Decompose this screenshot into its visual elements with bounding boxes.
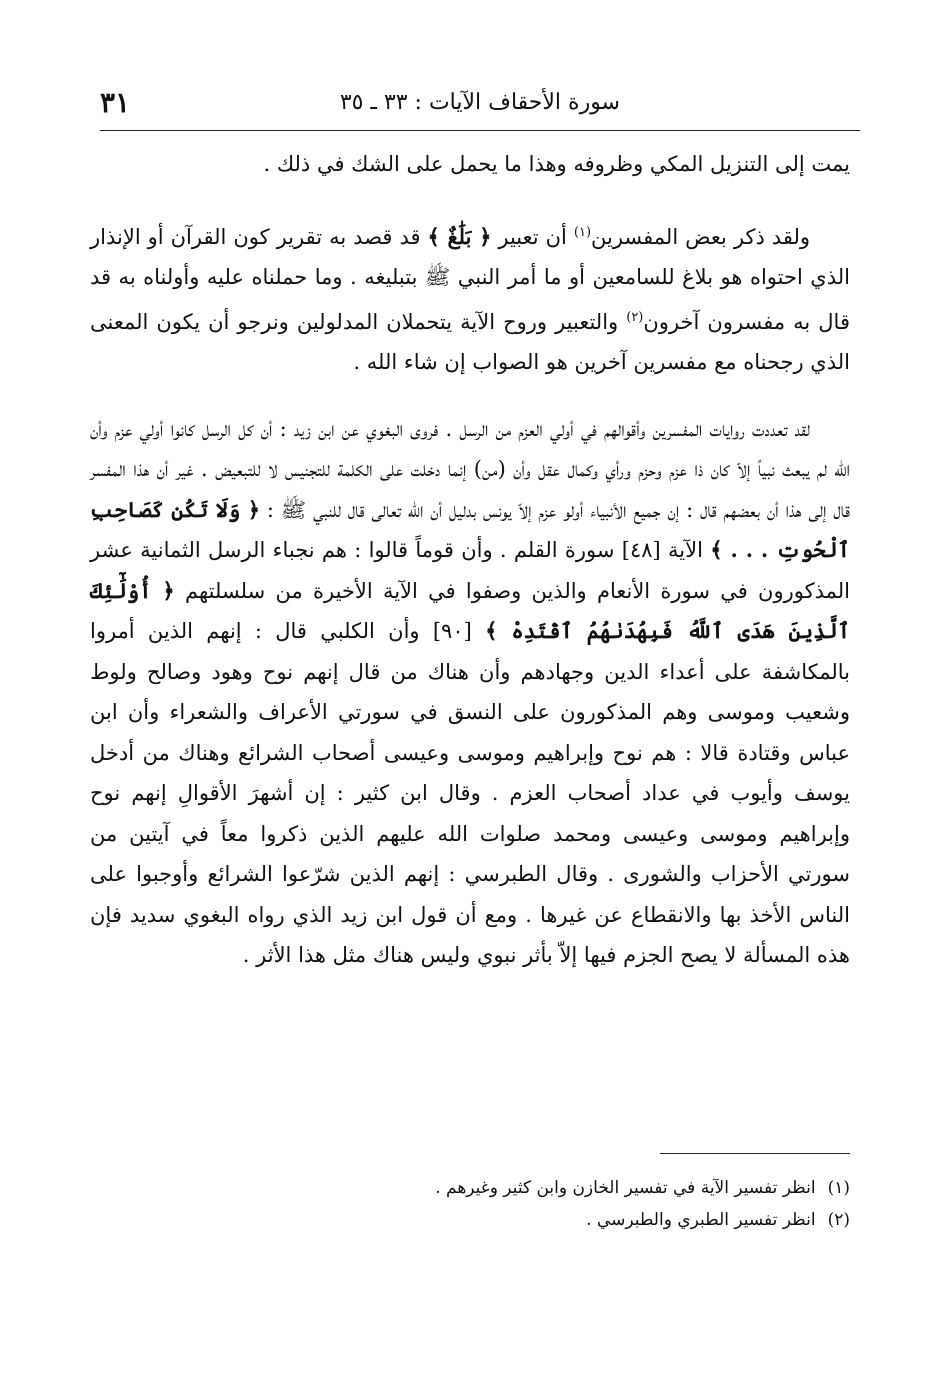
header-title: سورة الأحقاف الآيات : ٣٣ ـ ٣٥: [339, 90, 620, 115]
paragraph-gap: [90, 185, 850, 213]
quran-quote-al-qalam: ﴿ وَلَا تَكُن كَصَاحِبِ ٱلْحُوتِ . . . ﴾: [90, 496, 850, 562]
p3-text-a: لقد تعددت روايات المفسرين وأقوالهم في أولي العزم من الرسل . فروى البغوي عن ابن زيد : أن كل الرسل كانوا أولي عزم وأن الله لم يبعث نبياً إلاّ كان ذا عزم وحزم ورأي وكمال عقل وأن (من) إنما دخلت على الكلمة للتجنيس لا للتبعيض . غير أن هذا المفسر قال إلى هذا أن بعضهم قال : إن جميع الأنبياء أولو عزم إلاّ يونس بدليل أن الله تعالى قال للنبي ﷺ :: [90, 416, 850, 522]
footnote-number: (٢): [827, 1210, 850, 1230]
p2-text-d: والتعبير وروح الآية يتحملان المدلولين ونرجو أن يكون المعنى الذي رجحناه مع مفسرين آخرين هو الصواب إن شاء الله .: [90, 309, 850, 374]
footnote-ref-1: (١): [573, 224, 592, 240]
p2-text-b: أن تعبير: [491, 224, 574, 249]
footnote-1: [90, 1172, 850, 1204]
paragraph-gap: [90, 383, 850, 409]
p2-text-c: قد قصد به تقرير كون القرآن أو الإنذار الذي احتواه هو بلاغ للسامعين أو ما أمر النبي ﷺ بتبليغه . وما حملناه عليه وأولناه به قد قال به مفسرون آخرون: [90, 224, 850, 334]
quran-quote-balagh: ﴿ بَلَٰغٌ ﴾: [427, 223, 492, 249]
paragraph-1: يمت إلى التنزيل المكي وظروفه وهذا ما يحمل على الشك في ذلك .: [263, 152, 850, 176]
footnote-number: (١): [827, 1178, 850, 1198]
footnote-2: [90, 1204, 850, 1236]
footnote-separator: [660, 1153, 850, 1154]
paragraph-2: [90, 213, 850, 383]
page-number: ٣١: [100, 86, 131, 119]
footnote-ref-2: (٢): [626, 309, 644, 325]
footnote-text: انظر تفسير الطبري والطبرسي .: [586, 1210, 816, 1230]
quran-quote-al-anam: ﴿ أُوْلَٰٓئِكَ ٱلَّذِينَ هَدَى ٱللَّهُ فَبِهُدَىٰهُمُ ٱقْتَدِهْ ﴾: [90, 577, 851, 643]
p3-text-c: [٩٠] وأن الكلبي قال : إنهم الذين أمروا بالمكاشفة على أعداء الدين وجهادهم وأن هناك من قال إنهم نوح وهود وصالح ولوط وشعيب وموسى وهم المذكورون على النسق في سورتي الأعراف والشعراء وأن ابن عباس وقتادة قالا : هم نوح وإبراهيم وموسى وعيسى أصحاب الشرائع وهناك من أدخل يوسف وأيوب في عداد أصحاب العزم . وقال ابن كثير : إن أشهرَ الأقوالِ إنهم نوح وإبراهيم وموسى وعيسى ومحمد صلوات الله عليهم الذين ذكروا معاً في آيتين من سورتي الأحزاب والشورى . وقال الطبرسي : إنهم الذين شرّعوا الشرائع وأوجبوا على الناس الأخذ بها والانقطاع عن غيرها . ومع أن قول ابن زيد الذي رواه البغوي سديد فإن هذه المسألة لا يصح الجزم فيها إلاّ بأثر نبوي وليس هناك مثل هذا الأثر .: [90, 619, 850, 967]
main-text: [90, 144, 850, 976]
paragraph-3: [90, 409, 850, 976]
footnote-text: انظر تفسير الآية في تفسير الخازن وابن كثير وغيرهم .: [435, 1178, 816, 1198]
p2-text-a: ولقد ذكر بعض المفسرين: [591, 224, 810, 249]
footnotes: [90, 1172, 850, 1236]
p3-text-b: الآية [٤٨] سورة القلم . وأن قوماً قالوا : هم نجباء الرسل الثمانية عشر المذكورون في سورة الأنعام والذين وصفوا في الآية الأخيرة من سلسلتهم: [90, 538, 850, 603]
running-header: [100, 86, 860, 131]
